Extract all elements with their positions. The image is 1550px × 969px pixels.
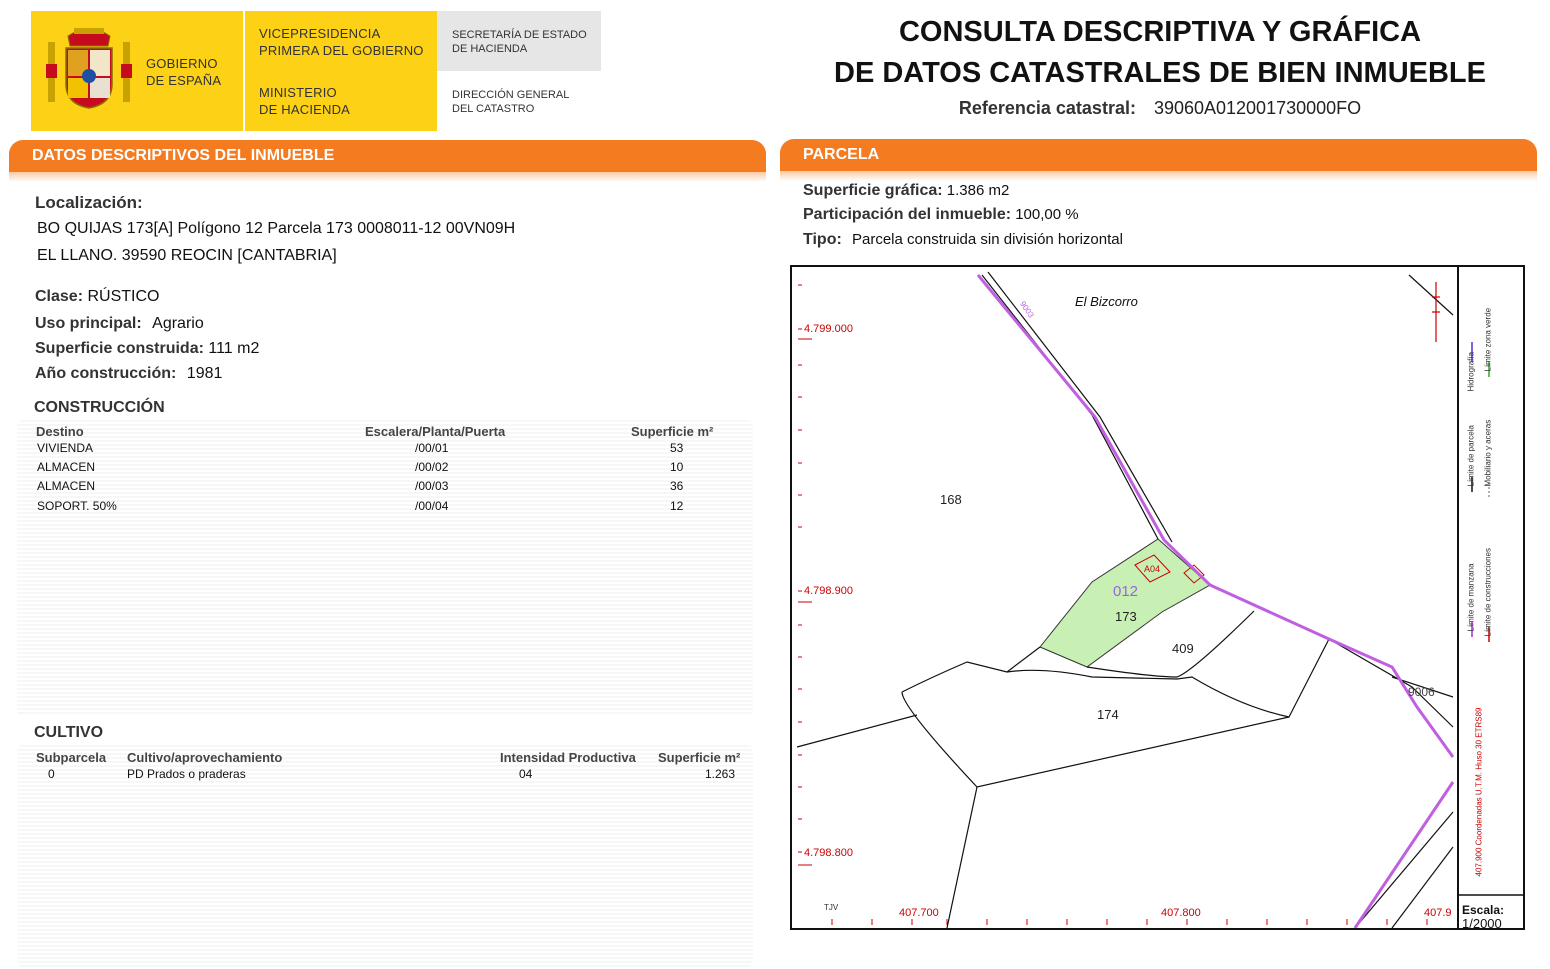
cultivo-heading: CULTIVO	[34, 724, 104, 741]
table-cell: /00/01	[415, 441, 449, 455]
cultivo-header-cultivo: Cultivo/aprovechamiento	[127, 750, 283, 765]
map-y-tick-1: 4.799.000	[804, 323, 853, 335]
left-ticks	[798, 285, 802, 852]
vicepresidencia-label: VICEPRESIDENCIA PRIMERA DEL GOBIERNO	[259, 26, 424, 58]
anio-value: 1981	[186, 365, 223, 382]
table-cell: 04	[519, 767, 533, 781]
superficie-grafica-row	[803, 182, 1009, 200]
map-x-tick-2: 407.800	[1161, 907, 1201, 919]
superficie-grafica-label: Superficie gráfica:	[803, 182, 943, 199]
anio-label: Año construcción:	[35, 365, 177, 382]
map-place-name: El Bizcorro	[1075, 294, 1138, 309]
scale-value: 1/2000	[1462, 916, 1502, 931]
page-title: CONSULTA DESCRIPTIVA Y GRÁFICA DE DATOS CATASTRALES DE BIEN INMUEBLE	[834, 16, 1486, 89]
legend-coords: 407.900 Coordenadas U.T.M. Huso 30 ETRS89	[1474, 707, 1484, 877]
uso-row	[35, 315, 204, 333]
anio-row	[35, 365, 222, 383]
legend-zona-verde: Límite zona verde	[1483, 307, 1493, 372]
bottom-ticks	[832, 919, 1427, 925]
table-cell: 12	[670, 499, 684, 513]
table-cell: /00/03	[415, 479, 449, 493]
map-corner-mark: TJV	[824, 903, 839, 912]
superficie-grafica-value: 1.386 m2	[946, 182, 1010, 199]
datos-heading: DATOS DESCRIPTIVOS DEL INMUEBLE	[9, 140, 766, 172]
uso-value: Agrario	[152, 315, 204, 332]
map-parcel-168: 168	[940, 492, 962, 507]
gobierno-label: GOBIERNO DE ESPAÑA	[146, 56, 222, 88]
map-parcel-174: 174	[1097, 707, 1119, 722]
ministerio-label: MINISTERIO DE HACIENDA	[259, 85, 351, 117]
participacion-value: 100,00 %	[1015, 206, 1079, 223]
direccion-label: DIRECCIÓN GENERAL DEL CATASTRO	[452, 89, 570, 115]
table-row: ALMACEN	[37, 460, 96, 474]
map-road2-label: 9006	[1408, 685, 1435, 699]
parcela-heading: PARCELA	[780, 139, 1537, 171]
clase-row	[35, 288, 159, 306]
construccion-header-destino: Destino	[36, 424, 84, 439]
ref-label: Referencia catastral:	[958, 98, 1136, 118]
map-building-label: A04	[1144, 564, 1161, 574]
map-canvas	[792, 267, 1523, 931]
superficie-construida-row	[35, 340, 259, 358]
logo-divider	[243, 11, 245, 131]
table-cell: /00/04	[415, 499, 449, 513]
table-cell: 10	[670, 460, 684, 474]
legend-mobiliario: Mobiliario y aceras	[1483, 419, 1493, 487]
legend-hidrografia: Hidrografía	[1466, 351, 1476, 392]
clase-label: Clase:	[35, 288, 84, 305]
localizacion-line2: EL LLANO. 39590 REOCIN [CANTABRIA]	[37, 247, 337, 264]
referencia-catastral	[780, 98, 1540, 119]
legend-parcela: Límite de parcela	[1466, 425, 1476, 487]
localizacion-line1: BO QUIJAS 173[A] Polígono 12 Parcela 173 0008011-12 00VN09H	[37, 220, 516, 237]
table-cell: /00/02	[415, 460, 449, 474]
map-x-tick-1: 407.700	[899, 907, 939, 919]
table-row: VIVIENDA	[37, 441, 94, 455]
cultivo-header-subparcela: Subparcela	[36, 750, 107, 765]
construccion-heading: CONSTRUCCIÓN	[34, 399, 165, 416]
map-y-tick-2: 4.798.900	[804, 585, 853, 597]
superficie-construida-label: Superficie construida:	[35, 340, 204, 357]
cultivo-header-superficie: Superficie m²	[658, 750, 741, 765]
construccion-table	[17, 420, 753, 716]
map-y-tick-3: 4.798.800	[804, 847, 853, 859]
table-row: ALMACEN	[37, 479, 96, 493]
parcela-heading-fade	[780, 171, 1537, 181]
superficie-construida-value: 111 m2	[208, 340, 260, 357]
hydrography-lines	[978, 275, 1453, 928]
uso-label: Uso principal:	[35, 315, 142, 332]
map-scale	[1462, 904, 1504, 930]
map-x-tick-3: 407.9	[1424, 907, 1452, 919]
tipo-value: Parcela construida sin división horizontal	[851, 231, 1123, 248]
north-marker	[1432, 282, 1440, 342]
map-parcel-409: 409	[1172, 641, 1194, 656]
table-cell: 53	[670, 441, 684, 455]
cultivo-header-intensidad: Intensidad Productiva	[500, 750, 636, 765]
map-parcel-173: 173	[1115, 609, 1137, 624]
tipo-row	[803, 231, 1123, 249]
map-block-012: 012	[1113, 583, 1139, 600]
secretaria-label: SECRETARÍA DE ESTADO DE HACIENDA	[452, 29, 587, 55]
table-cell: 36	[670, 479, 684, 493]
table-cell: PD Prados o praderas	[127, 767, 246, 781]
localizacion-label: Localización:	[35, 193, 143, 212]
axis-guides	[798, 339, 812, 865]
tipo-label: Tipo:	[803, 231, 842, 248]
ref-value: 39060A012001730000FO	[1153, 98, 1362, 118]
legend-manzana: Límite de manzana	[1466, 563, 1476, 632]
construccion-header-superficie: Superficie m²	[631, 424, 714, 439]
cadastral-map	[790, 265, 1525, 930]
clase-value: RÚSTICO	[87, 288, 160, 305]
table-row: 0	[48, 767, 55, 781]
datos-heading-fade	[9, 172, 766, 182]
coat-of-arms-icon	[44, 24, 134, 112]
participacion-label: Participación del inmueble:	[803, 206, 1012, 223]
construccion-header-escalera: Escalera/Planta/Puerta	[365, 424, 506, 439]
scale-label: Escala:	[1462, 903, 1505, 917]
map-road-label: 9003	[1018, 299, 1036, 320]
legend-construcciones: Límite de construcciones	[1483, 548, 1493, 637]
participacion-row	[803, 206, 1079, 224]
table-row: SOPORT. 50%	[37, 499, 117, 513]
table-cell: 1.263	[705, 767, 736, 781]
